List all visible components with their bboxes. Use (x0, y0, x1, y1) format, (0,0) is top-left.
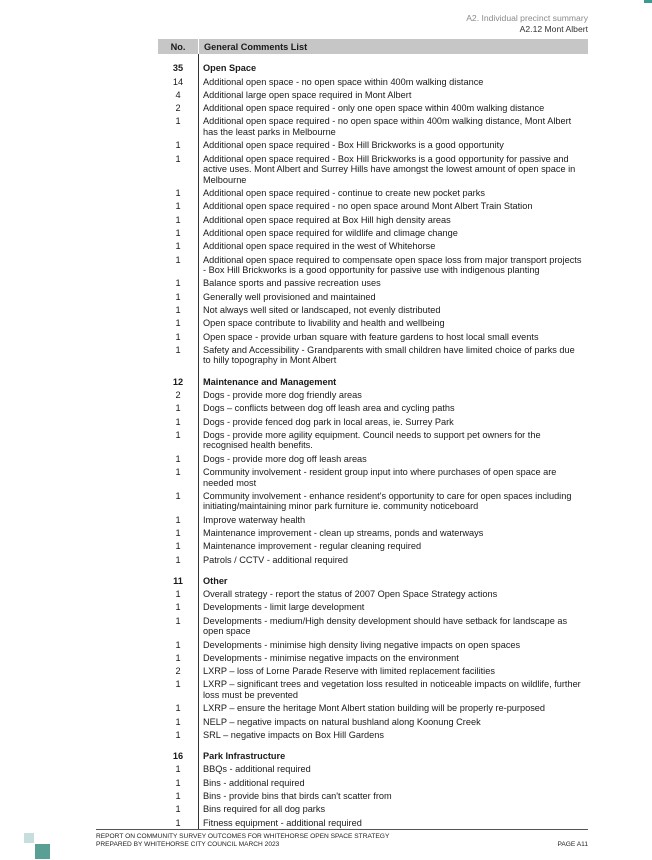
comment-count: 1 (175, 318, 181, 329)
comment-count: 14 (172, 76, 184, 87)
comment-text: Additional open space required for wildlife and climage change (203, 227, 458, 238)
comment-count: 1 (175, 331, 181, 342)
header-section: A2. Individual precinct summary (466, 13, 588, 23)
comment-count: 1 (175, 241, 181, 252)
comment-text: Dogs - provide more dog friendly areas (203, 389, 362, 400)
corner-accent (644, 0, 652, 3)
header-subsection: A2.12 Mont Albert (519, 24, 588, 34)
comment-text: Developments - limit large development (203, 602, 365, 613)
comment-count: 1 (175, 729, 181, 740)
footer-prepared-by: PREPARED BY WHITEHORSE CITY COUNCIL MARCH 2023 (96, 841, 280, 848)
comment-count: 1 (175, 453, 181, 464)
comment-text: Patrols / CCTV - additional required (203, 554, 349, 565)
table-row (158, 389, 588, 402)
comment-text: Additional open space required - continue to create new pocket parks (203, 188, 485, 199)
comment-text: Community involvement - enhance resident's opportunity to care for open spaces including initiating/maintaining minor park furniture ie. community noticeboard (203, 490, 572, 512)
section-count: 16 (172, 751, 184, 762)
comment-count: 1 (175, 554, 181, 565)
comment-count: 1 (175, 589, 181, 600)
comment-count: 1 (175, 804, 181, 815)
comments-table (158, 39, 588, 829)
table-row (158, 402, 588, 415)
table-row (158, 75, 588, 88)
column-header-no: No. (170, 41, 186, 52)
comment-count: 1 (175, 214, 181, 225)
comment-text: Developments - minimise high density living negative impacts on open spaces (203, 639, 521, 650)
table-row (158, 816, 588, 829)
comment-count: 1 (175, 679, 181, 690)
section-heading-row (158, 750, 588, 763)
table-row (158, 213, 588, 226)
table-row (158, 466, 588, 490)
comment-count: 1 (175, 541, 181, 552)
table-row (158, 415, 588, 428)
comment-count: 1 (175, 278, 181, 289)
comment-text: Additional open space required - Box Hill Brickworks is a good opportunity for passive and active uses. Mont Albert and Surrey Hills have amongst the lowest amount of open space in Melbourne (203, 153, 576, 185)
comment-text: LXRP – ensure the heritage Mont Albert station building will be properly re-purposed (203, 703, 546, 714)
comment-count: 1 (175, 304, 181, 315)
comment-count: 1 (175, 466, 181, 477)
section-count: 11 (173, 575, 183, 586)
table-row (158, 678, 588, 702)
comment-text: SRL – negative impacts on Box Hill Gardens (203, 729, 384, 740)
comment-text: Additional open space required in the west of Whitehorse (203, 241, 436, 252)
comment-count: 1 (175, 777, 181, 788)
comment-count: 1 (175, 514, 181, 525)
comment-text: Community involvement - resident group input into where purchases of open space are needed most (203, 466, 557, 488)
table-row (158, 187, 588, 200)
comment-text: NELP – negative impacts on natural bushland along Koonung Creek (203, 716, 481, 727)
page-header (466, 13, 588, 35)
table-row (158, 489, 588, 513)
table-row (158, 115, 588, 139)
table-row (158, 89, 588, 102)
comment-count: 1 (175, 254, 181, 265)
comment-count: 1 (175, 764, 181, 775)
section-heading-row (158, 375, 588, 388)
comment-count: 1 (175, 188, 181, 199)
section-title: Other (203, 575, 228, 586)
table-row (158, 290, 588, 303)
table-row (158, 803, 588, 816)
table-row (158, 715, 588, 728)
section-count: 12 (172, 376, 184, 387)
table-row (158, 428, 588, 452)
table-row (158, 152, 588, 186)
section-heading-row (158, 574, 588, 587)
table-row (158, 102, 588, 115)
comment-count: 1 (175, 116, 181, 127)
table-row (158, 588, 588, 601)
comment-text: Fitness equipment - additional required (203, 817, 362, 828)
table-row (158, 601, 588, 614)
logo-square-dark (35, 844, 50, 859)
comment-count: 1 (175, 490, 181, 501)
table-body (158, 54, 588, 829)
logo-square-light (24, 833, 34, 843)
table-row (158, 317, 588, 330)
section-spacer (158, 566, 588, 574)
comment-text: Safety and Accessibility - Grandparents with small children have limited choice of parks due to hilly topography in Mont Albert (203, 344, 575, 366)
comment-text: Additional open space required - Box Hill Brickworks is a good opportunity (203, 140, 504, 151)
comment-text: Open space - provide urban square with feature gardens to host local small events (203, 331, 539, 342)
comment-text: Additional open space required to compensate open space loss from major transport projects - Box Hill Brickworks is a good opportunity for passive use with indigenous planting (203, 254, 582, 276)
table-row (158, 638, 588, 651)
comment-text: Developments - minimise negative impacts on the environment (203, 652, 459, 663)
comment-text: Bins - provide bins that birds can't scatter from (203, 790, 392, 801)
comment-count: 2 (175, 666, 181, 677)
comment-text: LXRP – loss of Lorne Parade Reserve with limited replacement facilities (203, 666, 495, 677)
section-spacer (158, 367, 588, 375)
comment-text: Maintenance improvement - clean up streams, ponds and waterways (203, 527, 484, 538)
comment-text: Not always well sited or landscaped, not evenly distributed (203, 304, 441, 315)
table-row (158, 763, 588, 776)
comment-count: 1 (175, 602, 181, 613)
comment-text: Dogs - provide more agility equipment. Council needs to support pet owners for the recognised health benefits. (203, 429, 541, 451)
comment-text: Dogs – conflicts between dog off leash area and cycling paths (203, 403, 455, 414)
comment-count: 1 (175, 291, 181, 302)
comment-count: 1 (175, 703, 181, 714)
table-row (158, 527, 588, 540)
table-row (158, 614, 588, 638)
comment-text: Bins required for all dog parks (203, 804, 326, 815)
section-spacer (158, 54, 588, 62)
table-row (158, 304, 588, 317)
comment-text: Additional open space required at Box Hill high density areas (203, 214, 451, 225)
table-header (158, 39, 588, 54)
page-number: PAGE A11 (557, 841, 588, 848)
footer-report-title: REPORT ON COMMUNITY SURVEY OUTCOMES FOR WHITEHORSE OPEN SPACE STRATEGY (96, 833, 390, 840)
table-row (158, 540, 588, 553)
comment-count: 1 (175, 639, 181, 650)
table-row (158, 330, 588, 343)
comment-count: 1 (175, 527, 181, 538)
comment-text: Maintenance improvement - regular cleaning required (203, 541, 422, 552)
table-row (158, 776, 588, 789)
comment-text: Improve waterway health (203, 514, 306, 525)
table-row (158, 702, 588, 715)
table-row (158, 790, 588, 803)
comment-count: 1 (175, 201, 181, 212)
page-footer (96, 833, 588, 849)
comment-count: 1 (175, 817, 181, 828)
comment-count: 1 (175, 716, 181, 727)
comment-text: Generally well provisioned and maintained (203, 291, 376, 302)
table-row (158, 728, 588, 741)
section-spacer (158, 742, 588, 750)
comment-count: 4 (175, 89, 181, 100)
comment-count: 1 (175, 615, 181, 626)
comment-text: Additional open space - no open space within 400m walking distance (203, 76, 484, 87)
section-heading-row (158, 62, 588, 75)
comment-count: 1 (175, 227, 181, 238)
comment-count: 1 (175, 403, 181, 414)
section-title: Open Space (203, 63, 257, 74)
comment-text: Additional open space required - no open space within 400m walking distance, Mont Albert has the least parks in Melbourne (203, 116, 572, 138)
comment-count: 1 (175, 652, 181, 663)
comment-count: 1 (175, 416, 181, 427)
comment-text: BBQs - additional required (203, 764, 311, 775)
table-row (158, 343, 588, 367)
comment-text: Open space contribute to livability and health and wellbeing (203, 318, 445, 329)
table-row (158, 227, 588, 240)
section-title: Park Infrastructure (203, 751, 286, 762)
comment-text: Additional large open space required in Mont Albert (203, 89, 412, 100)
footer-divider (96, 829, 588, 830)
comment-text: Overall strategy - report the status of 2007 Open Space Strategy actions (203, 589, 498, 600)
table-row (158, 240, 588, 253)
comment-text: Dogs - provide more dog off leash areas (203, 453, 367, 464)
comment-count: 2 (175, 389, 181, 400)
comment-count: 1 (175, 790, 181, 801)
comment-text: Additional open space required - no open space around Mont Albert Train Station (203, 201, 533, 212)
table-row (158, 139, 588, 152)
comment-text: Bins - additional required (203, 777, 305, 788)
table-row (158, 513, 588, 526)
comment-text: LXRP – significant trees and vegetation loss resulted in noticeable impacts on wildlife, further loss must be prevented (203, 679, 581, 700)
comment-text: Balance sports and passive recreation uses (203, 278, 381, 289)
table-row (158, 200, 588, 213)
comment-count: 1 (175, 344, 181, 355)
table-row (158, 277, 588, 290)
section-title: Maintenance and Management (203, 376, 337, 387)
table-row (158, 253, 588, 277)
table-row (158, 452, 588, 465)
section-count: 35 (172, 63, 184, 74)
comment-count: 2 (175, 103, 181, 114)
comment-text: Developments - medium/High density development should have setback for landscape as open space (203, 615, 568, 637)
comment-text: Dogs - provide fenced dog park in local areas, ie. Surrey Park (203, 416, 454, 427)
table-row (158, 553, 588, 566)
table-row (158, 665, 588, 678)
comment-count: 1 (175, 153, 181, 164)
comment-count: 1 (175, 140, 181, 151)
table-row (158, 651, 588, 664)
comment-text: Additional open space required - only one open space within 400m walking distance (203, 103, 545, 114)
comment-count: 1 (175, 429, 181, 440)
column-header-comments: General Comments List (198, 39, 307, 54)
